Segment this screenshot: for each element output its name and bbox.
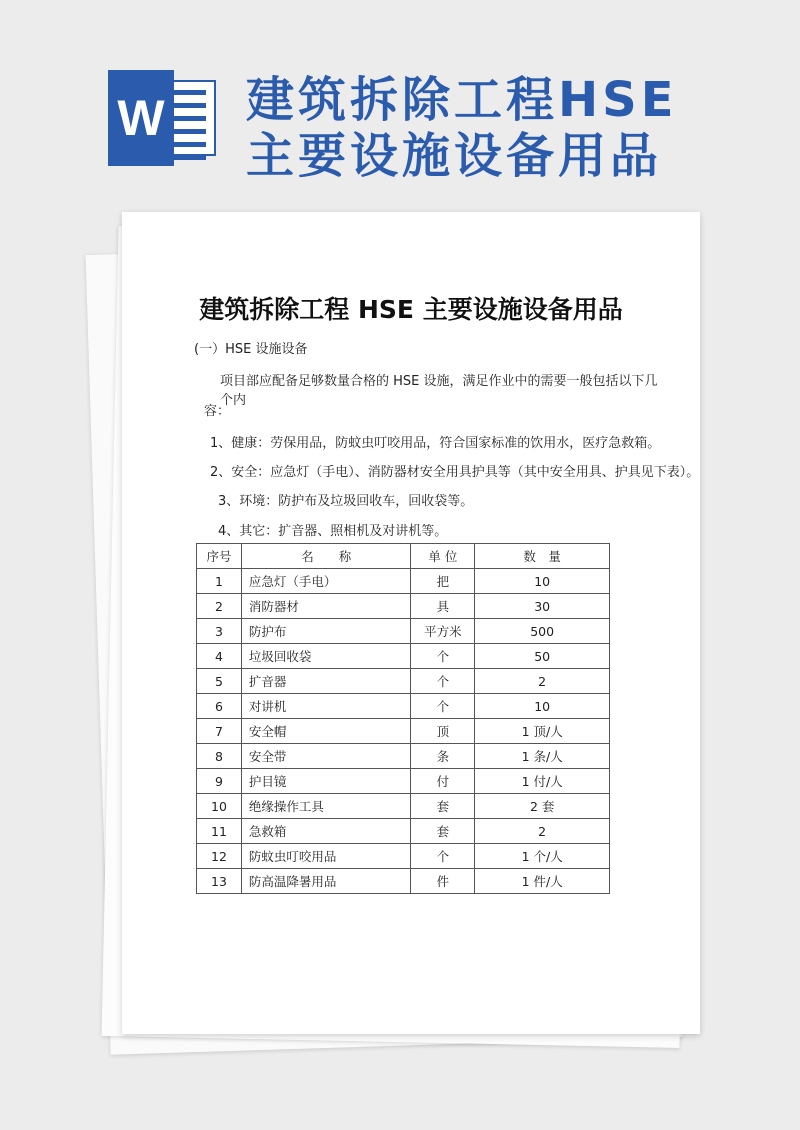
table-row xyxy=(197,819,610,844)
row-number: 12 xyxy=(197,844,242,869)
word-document-icon xyxy=(108,70,216,166)
item-quantity: 2 xyxy=(475,669,610,694)
item-name: 安全带 xyxy=(241,744,411,769)
row-number: 2 xyxy=(197,594,242,619)
row-number: 5 xyxy=(197,669,242,694)
section-heading: (一）HSE 设施设备 xyxy=(194,342,308,357)
banner-title-line1: 建筑拆除工程HSE xyxy=(246,72,678,128)
item-unit: 套 xyxy=(411,819,475,844)
table-row xyxy=(197,844,610,869)
item-unit: 具 xyxy=(411,594,475,619)
item-unit: 个 xyxy=(411,644,475,669)
item-name: 防蚊虫叮咬用品 xyxy=(241,844,411,869)
item-name: 垃圾回收袋 xyxy=(241,644,411,669)
item-quantity: 50 xyxy=(475,644,610,669)
table-header-row xyxy=(197,544,610,569)
row-number: 10 xyxy=(197,794,242,819)
item-name: 对讲机 xyxy=(241,694,411,719)
banner-title-line2: 主要设施设备用品 xyxy=(246,128,663,184)
row-number: 13 xyxy=(197,869,242,894)
document-title: 建筑拆除工程 HSE 主要设施设备用品 xyxy=(199,295,623,324)
item-name: 防护布 xyxy=(241,619,411,644)
item-name: 防高温降暑用品 xyxy=(241,869,411,894)
list-item: 1、健康：劳保用品，防蚊虫叮咬用品，符合国家标准的饮用水，医疗急救箱。 xyxy=(210,436,661,451)
table-row xyxy=(197,644,610,669)
item-name: 绝缘操作工具 xyxy=(241,794,411,819)
table-row xyxy=(197,794,610,819)
item-name: 护目镜 xyxy=(241,769,411,794)
item-unit: 顶 xyxy=(411,719,475,744)
item-unit: 付 xyxy=(411,769,475,794)
table-row xyxy=(197,694,610,719)
table-row xyxy=(197,719,610,744)
table-row xyxy=(197,669,610,694)
row-number: 1 xyxy=(197,569,242,594)
list-item: 2、安全：应急灯（手电）、消防器材安全用具护具等（其中安全用具、护具见下表）。 xyxy=(210,465,700,480)
column-header-unit: 单 位 xyxy=(411,544,475,569)
table-row xyxy=(197,744,610,769)
banner xyxy=(0,0,800,210)
item-quantity: 1 顶/人 xyxy=(475,719,610,744)
item-quantity: 1 付/人 xyxy=(475,769,610,794)
item-name: 扩音器 xyxy=(241,669,411,694)
row-number: 4 xyxy=(197,644,242,669)
table-row xyxy=(197,619,610,644)
row-number: 3 xyxy=(197,619,242,644)
table-row xyxy=(197,594,610,619)
item-unit: 平方米 xyxy=(411,619,475,644)
column-header-quantity: 数 量 xyxy=(475,544,610,569)
item-name: 安全帽 xyxy=(241,719,411,744)
item-quantity: 10 xyxy=(475,569,610,594)
item-unit: 把 xyxy=(411,569,475,594)
row-number: 11 xyxy=(197,819,242,844)
item-name: 应急灯（手电） xyxy=(241,569,411,594)
column-header-number: 序号 xyxy=(197,544,242,569)
item-quantity: 2 套 xyxy=(475,794,610,819)
item-quantity: 30 xyxy=(475,594,610,619)
item-unit: 套 xyxy=(411,794,475,819)
table-row xyxy=(197,569,610,594)
intro-paragraph-continued: 容： xyxy=(204,404,231,419)
item-unit: 件 xyxy=(411,869,475,894)
item-quantity: 2 xyxy=(475,819,610,844)
item-unit: 个 xyxy=(411,844,475,869)
list-item: 3、环境：防护布及垃圾回收车，回收袋等。 xyxy=(218,494,474,509)
word-logo-letter: W xyxy=(108,70,174,166)
table-row xyxy=(197,869,610,894)
row-number: 9 xyxy=(197,769,242,794)
equipment-table xyxy=(196,543,610,894)
list-item: 4、其它：扩音器、照相机及对讲机等。 xyxy=(218,524,448,539)
item-name: 消防器材 xyxy=(241,594,411,619)
item-unit: 个 xyxy=(411,669,475,694)
item-quantity: 500 xyxy=(475,619,610,644)
column-header-name: 名 称 xyxy=(241,544,411,569)
table-row xyxy=(197,769,610,794)
item-name: 急救箱 xyxy=(241,819,411,844)
item-quantity: 1 个/人 xyxy=(475,844,610,869)
row-number: 8 xyxy=(197,744,242,769)
item-unit: 条 xyxy=(411,744,475,769)
intro-paragraph: 项目部应配备足够数量合格的 HSE 设施，满足作业中的需要一般包括以下几个内 xyxy=(220,374,658,408)
item-quantity: 1 条/人 xyxy=(475,744,610,769)
item-unit: 个 xyxy=(411,694,475,719)
item-quantity: 1 件/人 xyxy=(475,869,610,894)
row-number: 7 xyxy=(197,719,242,744)
banner-title xyxy=(246,72,766,184)
row-number: 6 xyxy=(197,694,242,719)
item-quantity: 10 xyxy=(475,694,610,719)
document-page xyxy=(122,212,700,1034)
